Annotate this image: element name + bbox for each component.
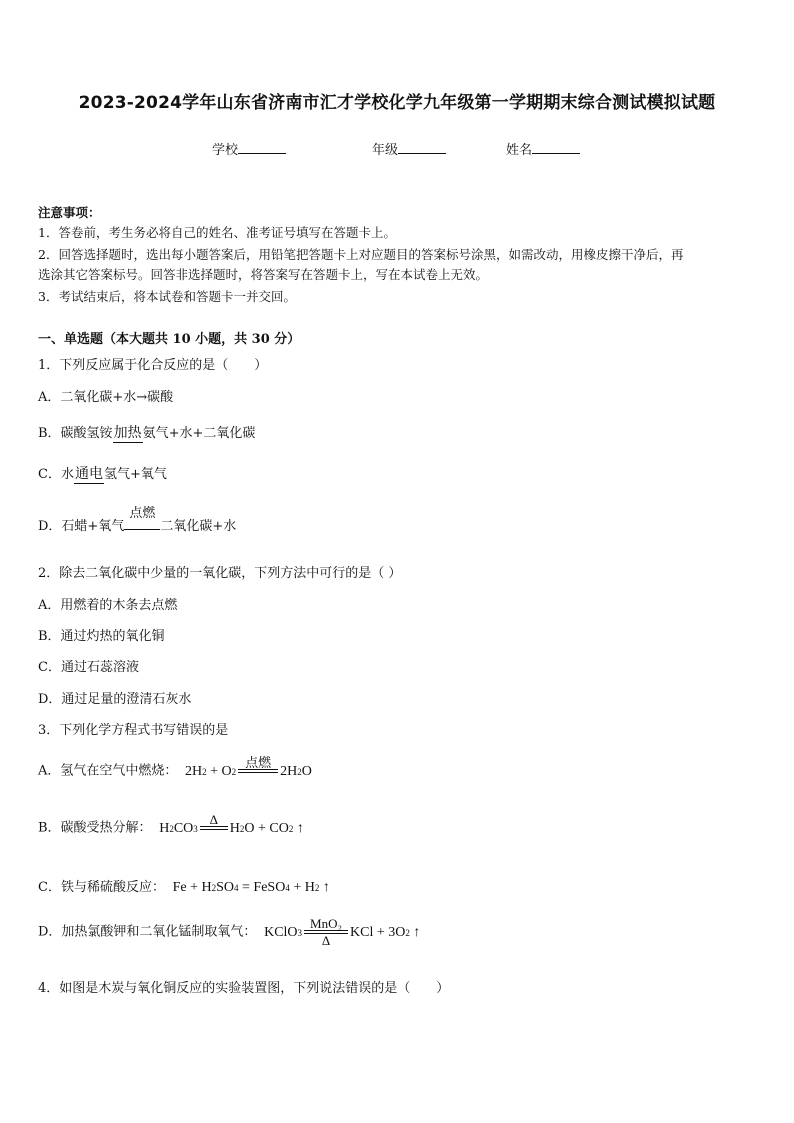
grade-field[interactable] <box>372 139 446 158</box>
q3-c-equation: Fe + H 2 SO 4 = FeSO 4 + H 2 ↑ <box>169 880 330 895</box>
q1-d-condition <box>124 506 160 530</box>
q2-option-b: B．通过灼热的氧化铜 <box>38 629 165 644</box>
q1-d-reactant: D．石蜡+氧气 <box>38 519 125 534</box>
q3-option-d <box>38 917 420 948</box>
notice-item-1: 1．答卷前，考生务必将自己的姓名、准考证号填写在答题卡上。 <box>38 225 396 240</box>
notice-item-3: 3．考试结束后，将本试卷和答题卡一并交回。 <box>38 289 296 304</box>
q1-b-reactant: B．碳酸氢铵 <box>38 426 113 441</box>
q2-stem: 2．除去二氧化碳中少量的一氧化碳，下列方法中可行的是（ ） <box>38 566 402 581</box>
q3-b-label: B．碳酸受热分解： <box>38 820 152 836</box>
q1-b-condition <box>113 422 143 443</box>
q3-d-cond-bottom: Δ <box>321 933 331 948</box>
q1-option-d <box>38 506 237 534</box>
notice-heading: 注意事项： <box>38 205 101 220</box>
name-field[interactable] <box>506 139 580 158</box>
grade-blank[interactable] <box>398 141 446 154</box>
name-label: 姓名 <box>506 143 533 158</box>
q3-stem: 3．下列化学方程式书写错误的是 <box>38 723 229 738</box>
q3-c-label: C．铁与稀硫酸反应： <box>38 880 165 895</box>
school-label: 学校 <box>212 143 239 158</box>
q1-stem: 1．下列反应属于化合反应的是（ ） <box>38 358 268 373</box>
q2-option-d: D．通过足量的澄清石灰水 <box>38 692 192 707</box>
q3-d-cond-top: MnO₂ <box>310 916 343 931</box>
q3-d-equation: KClO 3 MnO₂ Δ KCl + 3O 2 ↑ <box>260 916 421 948</box>
q3-a-label: A．氢气在空气中燃烧： <box>38 763 178 779</box>
name-blank[interactable] <box>532 141 580 154</box>
q1-c-cond-text: 通电 <box>74 466 103 482</box>
q1-c-condition <box>74 463 104 484</box>
q1-d-product: 二氧化碳+水 <box>160 519 237 534</box>
page-title: 2023-2024学年山东省济南市汇才学校化学九年级第一学期期末综合测试模拟试题 <box>78 93 716 113</box>
notice-item-2a: 2．回答选择题时，选出每小题答案后，用铅笔把答题卡上对应题目的答案标号涂黑，如需改动，用橡皮擦干净后，再 <box>38 247 684 262</box>
grade-label: 年级 <box>372 143 399 158</box>
q1-option-b <box>38 422 255 443</box>
q3-option-a <box>38 756 312 787</box>
q4-stem: 4．如图是木炭与氧化铜反应的实验装置图，下列说法错误的是（ ） <box>38 981 450 996</box>
q1-d-cond-text: 点燃 <box>129 506 156 521</box>
q1-option-a: A．二氧化碳+水→碳酸 <box>38 390 174 405</box>
q3-a-arrow <box>238 756 278 787</box>
q2-option-c: C．通过石蕊溶液 <box>38 660 139 675</box>
q3-a-equation: 2H 2 + O 2 点燃 2H 2 O <box>182 756 312 787</box>
q3-option-b <box>38 813 304 844</box>
school-blank[interactable] <box>238 141 286 154</box>
q3-d-label: D．加热氯酸钾和二氧化锰制取氧气： <box>38 924 257 940</box>
school-field[interactable] <box>212 139 286 158</box>
q3-b-equation: H 2 CO 3 Δ H 2 O + CO 2 ↑ <box>156 813 304 844</box>
q1-option-c <box>38 463 167 484</box>
notice-item-2b: 选涂其它答案标号。回答非选择题时，将答案写在答题卡上，写在本试卷上无效。 <box>38 267 489 282</box>
q1-c-reactant: C．水 <box>38 467 74 482</box>
q3-b-cond: Δ <box>209 812 218 827</box>
q3-a-cond: 点燃 <box>245 755 272 770</box>
q1-b-cond-text: 加热 <box>113 425 142 441</box>
q3-b-arrow <box>200 813 228 844</box>
q1-b-product: 氨气+水+二氧化碳 <box>142 426 256 441</box>
section-heading: 一、单选题（本大题共 10 小题，共 30 分） <box>38 332 301 347</box>
q2-option-a: A．用燃着的木条去点燃 <box>38 598 178 613</box>
q1-c-product: 氢气+氧气 <box>103 467 167 482</box>
q3-d-arrow <box>304 917 348 948</box>
q3-option-c <box>38 876 330 896</box>
